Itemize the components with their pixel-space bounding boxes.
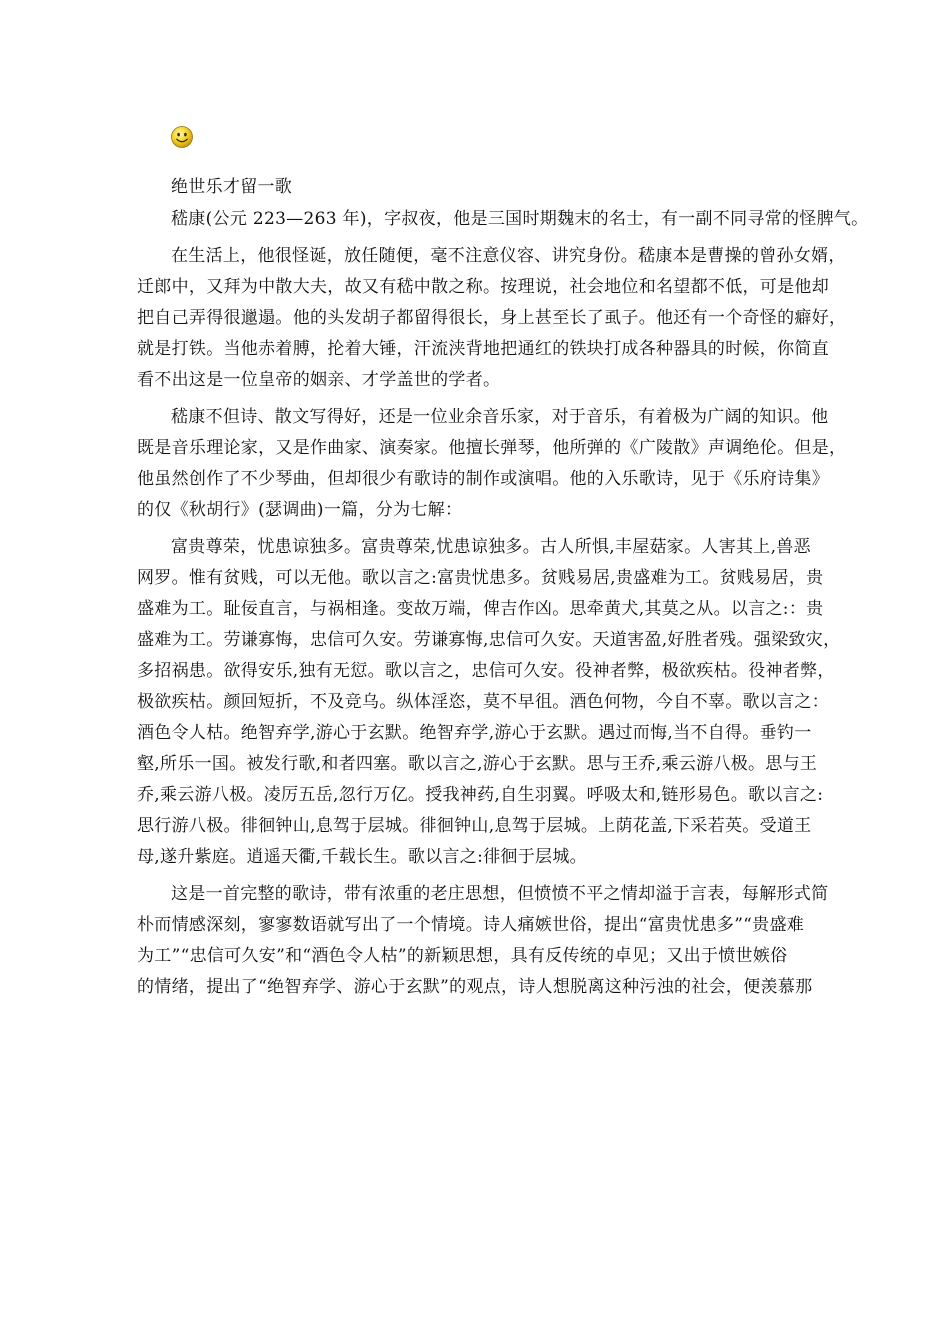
paragraph-line: 盛难为工。耻佞直言，与祸相逢。变故万端，俾吉作凶。思牵黄犬,其莫之从。以言之:：贵 (137, 599, 824, 619)
paragraph-poem (137, 532, 841, 873)
paragraph-line: 思行游八极。徘徊钟山,息驾于层城。徘徊钟山,息驾于层城。上荫花盖,下采若英。受道王 (137, 816, 812, 836)
paragraph-line: 迁郎中，又拜为中散大夫，故又有嵇中散之称。按理说，社会地位和名望都不低，可是他却 (137, 277, 829, 297)
paragraph-music (137, 402, 847, 526)
article-body (137, 172, 869, 1003)
paragraph-line: 把自己弄得很邋遢。他的头发胡子都留得很长，身上甚至长了虱子。他还有一个奇怪的癖好， (137, 308, 847, 328)
paragraph-line: 酒色令人枯。绝智弃学,游心于玄默。绝智弃学,游心于玄默。遇过而悔,当不自得。垂钓一 (137, 723, 812, 743)
smiley-face-icon (170, 125, 194, 149)
paragraph-intro (137, 204, 869, 235)
paragraph-line: 这是一首完整的歌诗，带有浓重的老庄思想，但愤愤不平之情却溢于言表，每解形式简 (171, 884, 829, 904)
paragraph-line: 的情绪，提出了“绝智弃学、游心于玄默”的观点，诗人想脱离这种污浊的社会，便羡慕那 (137, 977, 813, 997)
paragraph-line: 在生活上，他很怪诞，放任随便，毫不注意仪容、讲究身份。嵇康本是曹操的曾孙女婿， (171, 246, 846, 266)
paragraph-line: 多招祸患。欲得安乐,独有无愆。歌以言之，忠信可久安。役神者弊，极欲疾枯。役神者弊， (137, 661, 835, 681)
paragraph-line: 既是音乐理论家，又是作曲家、演奏家。他擅长弹琴，他所弹的《广陵散》声调绝伦。但是， (137, 438, 847, 458)
paragraph-line: 富贵尊荣，忧患谅独多。富贵尊荣,忧患谅独多。古人所惧,丰屋菇家。人害其上,兽恶 (171, 537, 811, 557)
paragraph-line: 看不出这是一位皇帝的姻亲、才学盖世的学者。 (137, 370, 501, 390)
paragraph-commentary (137, 879, 827, 1003)
paragraph-line: 为工”“忠信可久安”和“酒色令人枯”的新颖思想，具有反传统的卓见；又出于愤世嫉俗 (137, 946, 788, 966)
paragraph-line: 网罗。惟有贫贱，可以无他。歌以言之:富贵忧患多。贫贱易居,贵盛难为工。贫贱易居，贵 (137, 568, 824, 588)
paragraph-line: 母,遂升紫庭。逍遥天衢,千载长生。歌以言之:徘徊于层城。 (137, 847, 587, 867)
paragraph-line: 盛难为工。劳谦寡悔，忠信可久安。劳谦寡悔,忠信可久安。天道害盈,好胜者残。强梁致灾， (137, 630, 841, 650)
paragraph-line: 他虽然创作了不少琴曲，但却很少有歌诗的制作或演唱。他的入乐歌诗，见于《乐府诗集》 (137, 469, 829, 489)
article-title: 绝世乐才留一歌 (171, 177, 293, 197)
paragraph-line: 乔,乘云游八极。凌厉五岳,忽行万亿。授我神药,自生羽翼。呼吸太和,链形易色。歌以言之: (137, 785, 824, 805)
paragraph-line: 嵇康不但诗、散文写得好，还是一位业余音乐家，对于音乐，有着极为广阔的知识。他 (171, 407, 829, 427)
paragraph-line: 的仅《秋胡行》(瑟调曲)一篇，分为七解： (137, 500, 463, 520)
paragraph-line: 极欲疾枯。颜回短折，不及竞乌。纵体淫恣，莫不早徂。酒色何物，今自不辜。歌以言之： (137, 692, 829, 712)
paragraph-lifestyle (137, 241, 847, 396)
paragraph-line: 朴而情感深刻，寥寥数语就写出了一个情境。诗人痛嫉世俗，提出“富贵忧患多”“贵盛难 (137, 915, 805, 935)
paragraph-line: 壑,所乐一国。被发行歌,和者四塞。歌以言之,游心于玄默。思与王乔,乘云游八极。思与王 (137, 754, 818, 774)
paragraph-line: 就是打铁。当他赤着膊，抡着大锤，汗流浃背地把通红的铁块打成各种器具的时候，你简直 (137, 339, 829, 359)
paragraph-line: 嵇康(公元 223—263 年)，字叔夜，他是三国时期魏末的名士，有一副不同寻常的怪脾气。 (171, 209, 869, 229)
